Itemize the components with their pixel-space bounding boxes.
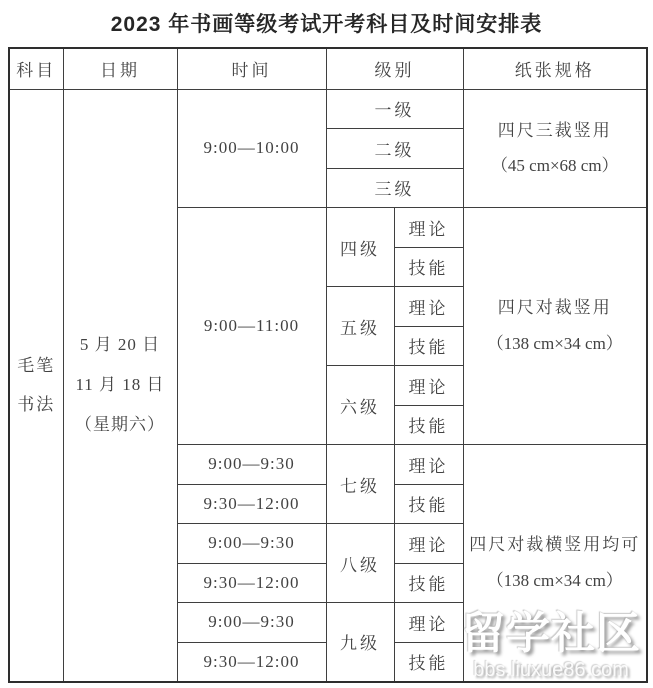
part-cell-theory: 理论 — [394, 366, 463, 406]
page-title: 2023 年书画等级考试开考科目及时间安排表 — [110, 13, 543, 36]
paper-spec-cell-3 — [463, 445, 647, 682]
part-cell-theory: 理论 — [394, 524, 463, 564]
time-cell-skill-slot: 9:30—12:00 — [177, 563, 326, 603]
date-line-3: （星期六） — [75, 414, 165, 434]
header-subject: 科目 — [9, 48, 63, 89]
level-cell-8: 八级 — [326, 524, 394, 603]
part-cell-theory: 理论 — [394, 445, 463, 485]
part-cell-skill: 技能 — [394, 405, 463, 445]
time-cell-morning1: 9:00—10:00 — [177, 89, 326, 208]
table-header-row — [9, 48, 647, 89]
paper-spec-size: （138 cm×34 cm） — [486, 334, 623, 353]
time-cell-theory-slot: 9:00—9:30 — [177, 445, 326, 485]
part-cell-skill: 技能 — [394, 484, 463, 524]
exam-schedule-table — [8, 47, 648, 683]
part-cell-skill: 技能 — [394, 642, 463, 682]
part-cell-theory: 理论 — [394, 603, 463, 643]
header-paper: 纸张规格 — [463, 48, 647, 89]
paper-spec-size: （138 cm×34 cm） — [486, 570, 623, 590]
subject-line-2: 书法 — [17, 395, 56, 414]
paper-spec-size: （45 cm×68 cm） — [490, 156, 619, 176]
time-cell-morning2: 9:00—11:00 — [177, 208, 326, 445]
level-cell-4: 四级 — [326, 208, 394, 287]
date-line-2: 11 月 18 日 — [75, 375, 165, 395]
paper-spec-name: 四尺对裁竖用 — [497, 298, 612, 318]
level-cell-3: 三级 — [326, 168, 463, 208]
part-cell-skill: 技能 — [394, 563, 463, 603]
level-cell-5: 五级 — [326, 287, 394, 366]
part-cell-theory: 理论 — [394, 287, 463, 327]
part-cell-skill: 技能 — [394, 326, 463, 366]
watermark-site-url: bbs.liuxue86.com — [473, 659, 629, 681]
paper-spec-name: 四尺三裁竖用 — [497, 120, 612, 140]
header-time: 时间 — [177, 48, 326, 89]
time-cell-theory-slot: 9:00—9:30 — [177, 603, 326, 643]
level-cell-6: 六级 — [326, 366, 394, 445]
part-cell-theory: 理论 — [394, 208, 463, 248]
time-cell-theory-slot: 9:00—9:30 — [177, 524, 326, 564]
part-cell-skill: 技能 — [394, 247, 463, 287]
watermark-brand-text: 留学社区 — [461, 608, 641, 658]
level-cell-7: 七级 — [326, 445, 394, 524]
level-cell-2: 二级 — [326, 129, 463, 169]
time-cell-skill-slot: 9:30—12:00 — [177, 642, 326, 682]
table-row — [9, 89, 647, 129]
paper-spec-cell-1 — [463, 89, 647, 208]
header-date: 日期 — [63, 48, 177, 89]
time-cell-skill-slot: 9:30—12:00 — [177, 484, 326, 524]
paper-spec-name: 四尺对裁横竖用均可 — [469, 535, 641, 555]
header-level: 级别 — [326, 48, 463, 89]
level-cell-1: 一级 — [326, 89, 463, 129]
subject-cell — [9, 89, 63, 682]
level-cell-9: 九级 — [326, 603, 394, 682]
paper-spec-cell-2 — [463, 208, 647, 445]
subject-line-1: 毛笔 — [17, 355, 56, 375]
date-cell — [63, 89, 177, 682]
date-line-1: 5 月 20 日 — [79, 335, 161, 355]
